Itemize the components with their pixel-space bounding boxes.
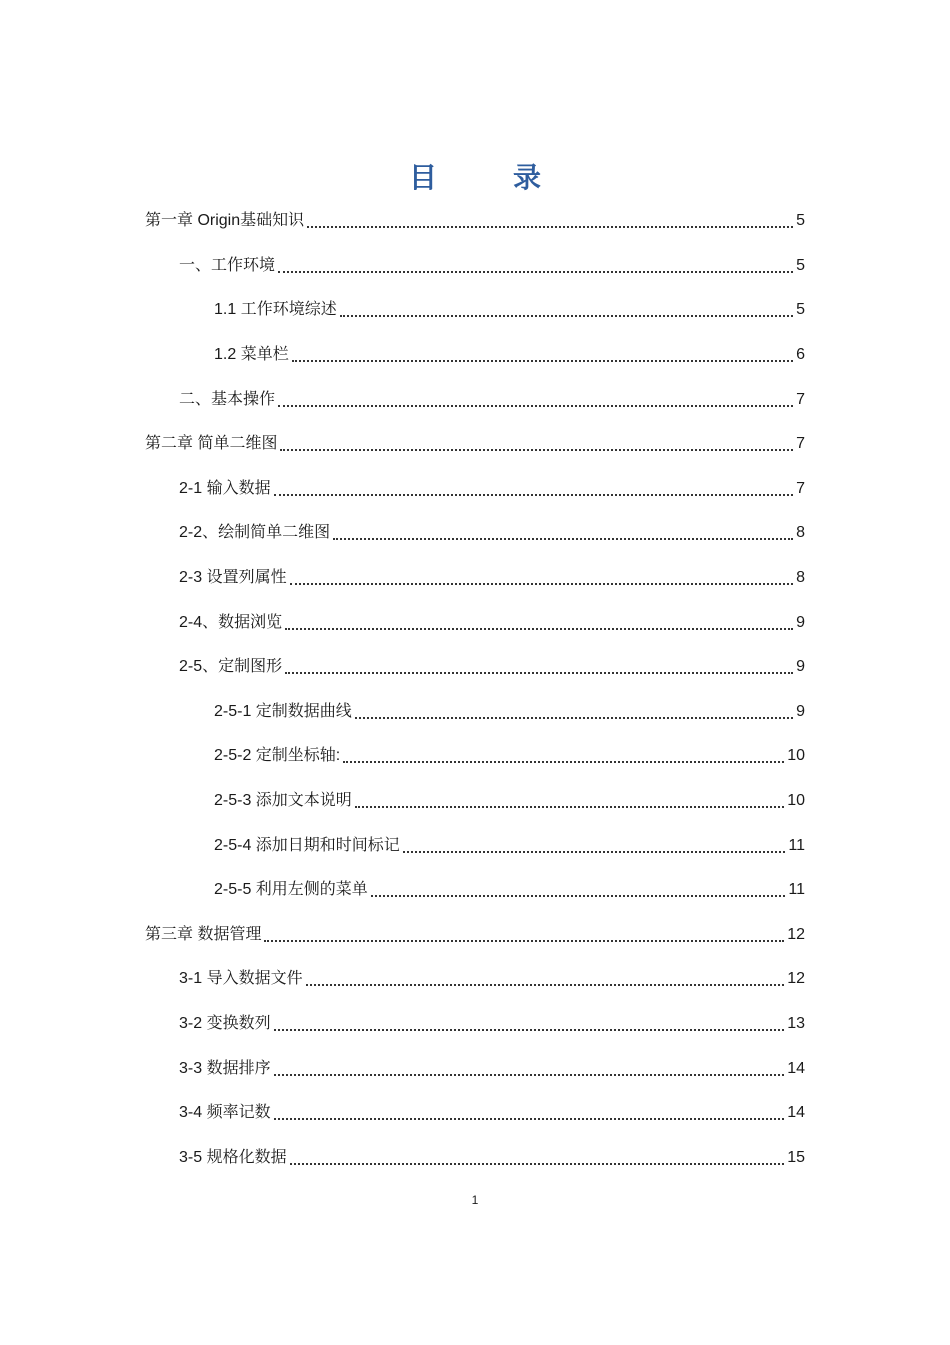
toc-entry[interactable] <box>0 199 950 244</box>
toc-dot-leader <box>290 583 794 585</box>
toc-dot-leader <box>403 851 786 853</box>
toc-entry-page-number: 10 <box>787 792 805 810</box>
toc-dot-leader <box>307 226 793 228</box>
toc-entry[interactable] <box>0 734 950 779</box>
toc-entry[interactable] <box>0 1135 950 1180</box>
toc-entry-page-number: 5 <box>796 301 805 319</box>
toc-entry[interactable] <box>0 868 950 913</box>
toc-list <box>0 199 950 1180</box>
toc-entry[interactable] <box>0 1002 950 1047</box>
toc-entry-label: 2-3 设置列属性 <box>179 569 287 587</box>
toc-entry[interactable] <box>0 288 950 333</box>
toc-entry[interactable] <box>0 690 950 735</box>
toc-entry[interactable] <box>0 377 950 422</box>
toc-dot-leader <box>292 360 793 362</box>
toc-entry-page-number: 12 <box>787 925 805 943</box>
toc-title: 目 录 <box>408 161 565 194</box>
toc-entry[interactable] <box>0 422 950 467</box>
toc-entry-page-number: 15 <box>787 1148 805 1166</box>
toc-entry[interactable] <box>0 333 950 378</box>
toc-entry-page-number: 7 <box>796 390 805 408</box>
toc-entry-label: 一、工作环境 <box>179 256 276 274</box>
toc-entry[interactable] <box>0 779 950 824</box>
toc-dot-leader <box>278 271 793 273</box>
toc-entry[interactable] <box>0 957 950 1002</box>
toc-entry-label: 2-4、数据浏览 <box>179 613 283 631</box>
toc-entry-label: 2-5-2 定制坐标轴: <box>214 747 341 765</box>
toc-entry-label: 2-5-4 添加日期和时间标记 <box>214 836 400 854</box>
toc-entry[interactable] <box>0 1046 950 1091</box>
toc-entry-label: 2-2、绘制简单二维图 <box>179 524 331 542</box>
toc-entry-page-number: 14 <box>787 1059 805 1077</box>
toc-entry-label: 2-5-5 利用左侧的菜单 <box>214 881 368 899</box>
toc-dot-leader <box>264 940 784 942</box>
toc-entry[interactable] <box>0 244 950 289</box>
toc-entry[interactable] <box>0 1091 950 1136</box>
toc-entry-page-number: 11 <box>788 836 805 854</box>
toc-dot-leader <box>285 672 793 674</box>
toc-entry-page-number: 5 <box>796 256 805 274</box>
toc-entry-label: 1.1 工作环境综述 <box>214 301 337 319</box>
toc-entry-page-number: 11 <box>788 881 805 899</box>
toc-entry-page-number: 9 <box>796 658 805 676</box>
toc-dot-leader <box>333 538 793 540</box>
toc-dot-leader <box>274 494 794 496</box>
toc-entry-page-number: 9 <box>796 702 805 720</box>
toc-entry-page-number: 12 <box>787 970 805 988</box>
toc-entry-label: 3-5 规格化数据 <box>179 1148 287 1166</box>
toc-dot-leader <box>340 315 793 317</box>
toc-entry-page-number: 9 <box>796 613 805 631</box>
toc-entry-page-number: 14 <box>787 1104 805 1122</box>
toc-entry-page-number: 7 <box>796 435 805 453</box>
toc-dot-leader <box>306 984 785 986</box>
toc-entry-label: 2-5、定制图形 <box>179 658 283 676</box>
toc-dot-leader <box>343 761 784 763</box>
toc-entry-label: 1.2 菜单栏 <box>214 346 289 364</box>
toc-entry-label: 3-4 频率记数 <box>179 1104 271 1122</box>
toc-dot-leader <box>274 1118 785 1120</box>
toc-entry[interactable] <box>0 823 950 868</box>
toc-entry-label: 2-1 输入数据 <box>179 479 271 497</box>
toc-entry-label: 3-2 变换数列 <box>179 1014 271 1032</box>
page-number: 1 <box>471 1193 479 1207</box>
toc-dot-leader <box>274 1074 785 1076</box>
toc-entry-page-number: 6 <box>796 346 805 364</box>
toc-entry-page-number: 8 <box>796 569 805 587</box>
toc-entry-label: 2-5-1 定制数据曲线 <box>214 702 352 720</box>
toc-entry-label: 第三章 数据管理 <box>145 925 262 943</box>
toc-entry-page-number: 10 <box>787 747 805 765</box>
toc-entry-page-number: 13 <box>787 1014 805 1032</box>
toc-entry-page-number: 7 <box>796 479 805 497</box>
toc-entry[interactable] <box>0 511 950 556</box>
toc-entry-label: 2-5-3 添加文本说明 <box>214 792 352 810</box>
toc-dot-leader <box>278 405 793 407</box>
toc-dot-leader <box>355 717 793 719</box>
toc-entry-label: 3-1 导入数据文件 <box>179 970 303 988</box>
toc-entry-page-number: 5 <box>796 212 805 230</box>
toc-dot-leader <box>371 895 786 897</box>
toc-entry[interactable] <box>0 467 950 512</box>
toc-dot-leader <box>290 1163 785 1165</box>
toc-entry[interactable] <box>0 645 950 690</box>
toc-entry-label: 3-3 数据排序 <box>179 1059 271 1077</box>
toc-dot-leader <box>274 1029 785 1031</box>
toc-entry-label: 二、基本操作 <box>179 390 276 408</box>
toc-dot-leader <box>355 806 784 808</box>
toc-dot-leader <box>285 628 793 630</box>
toc-entry-page-number: 8 <box>796 524 805 542</box>
toc-entry-label: 第一章 Origin基础知识 <box>145 212 305 230</box>
toc-dot-leader <box>280 449 793 451</box>
toc-entry[interactable] <box>0 600 950 645</box>
toc-entry[interactable] <box>0 556 950 601</box>
toc-entry[interactable] <box>0 913 950 958</box>
toc-entry-label: 第二章 简单二维图 <box>145 435 278 453</box>
